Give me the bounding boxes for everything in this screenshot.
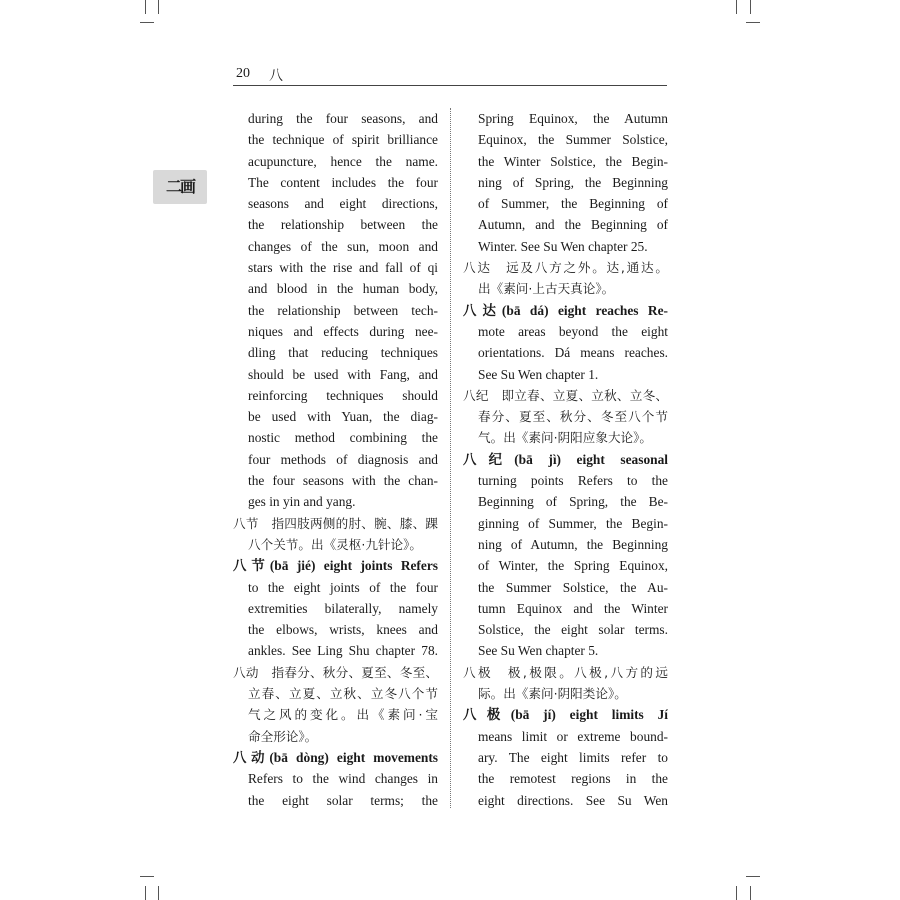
- text-line: mote areas beyond the eight: [478, 323, 668, 339]
- text-line: the elbows, wrists, knees and: [248, 622, 438, 638]
- text-line: the relationship between tech-: [248, 302, 438, 318]
- crop-mark: [736, 886, 737, 900]
- text-line: 春分、夏至、秋分、冬至八个节: [478, 409, 668, 425]
- text-line: the relationship between the: [248, 217, 438, 233]
- text-line: 八个关节。出《灵枢·九针论》。: [248, 536, 423, 552]
- text-line: means limit or extreme bound-: [478, 728, 668, 744]
- text-line: Beginning of Spring, the Be-: [478, 494, 668, 510]
- entry-headword-line: 八节 指四肢两侧的肘、腕、膝、踝: [233, 515, 438, 531]
- text-line: 际。出《素问·阴阳类论》。: [478, 686, 627, 702]
- text-line: ankles. See Ling Shu chapter 78.: [248, 643, 438, 659]
- text-line: be used with Yuan, the diag-: [248, 409, 438, 425]
- text-line: the eight solar terms; the: [248, 792, 438, 808]
- text-line: turning points Refers to the: [478, 473, 668, 489]
- text-line: and blood in the human body,: [248, 281, 438, 297]
- text-line: reinforcing techniques should: [248, 387, 438, 403]
- text-line: Solstice, the eight solar terms.: [478, 622, 668, 638]
- chapter-thumb-tab: [153, 170, 207, 204]
- text-line: to the eight joints of the four: [248, 579, 438, 595]
- text-line: acupuncture, hence the name.: [248, 153, 438, 169]
- column-divider: [450, 108, 451, 808]
- text-line: 气之风的变化。出《素问·宝: [248, 707, 438, 723]
- text-line: Spring Equinox, the Autumn: [478, 111, 668, 126]
- text-line: the four seasons with the chan-: [248, 473, 438, 489]
- text-line: ginning of Summer, the Begin-: [478, 515, 668, 531]
- text-line: nostic method combining the: [248, 430, 438, 446]
- crop-mark: [746, 876, 760, 877]
- crop-mark: [140, 876, 154, 877]
- entry-headword-line: 八达(bā dá) eight reaches Re-: [463, 302, 668, 318]
- text-line: ning of Spring, the Beginning: [478, 174, 668, 190]
- text-line: 命全形论》。: [248, 728, 318, 744]
- crop-mark: [746, 22, 760, 23]
- chapter-thumb-label: 二画: [165, 177, 194, 196]
- text-line: 立春、立夏、立秋、立冬八个节: [248, 686, 438, 702]
- entry-headword-line: 八极(bā jí) eight limits Jí: [463, 707, 668, 723]
- crop-mark: [140, 22, 154, 23]
- text-line: ary. The eight limits refer to: [478, 749, 668, 765]
- crop-mark: [145, 0, 146, 14]
- text-line: dling that reducing techniques: [248, 345, 438, 361]
- text-line: seasons and eight directions,: [248, 196, 438, 212]
- text-line: the technique of spirit brilliance: [248, 132, 438, 148]
- text-line: Equinox, the Summer Solstice,: [478, 132, 668, 148]
- entry-headword-line: 八节(bā jié) eight joints Refers: [233, 558, 438, 574]
- crop-mark: [750, 886, 751, 900]
- text-line: Winter. See Su Wen chapter 25.: [478, 238, 648, 254]
- text-line: 出《素问·上古天真论》。: [478, 281, 615, 297]
- text-line: See Su Wen chapter 5.: [478, 643, 599, 659]
- entry-headword-line: 八极 极,极限。八极,八方的远: [463, 664, 668, 680]
- text-line: the remotest regions in the: [478, 771, 668, 787]
- text-line: extremities bilaterally, namely: [248, 600, 438, 616]
- text-line: the Summer Solstice, the Au-: [478, 579, 668, 595]
- text-line: Autumn, and the Beginning of: [478, 217, 668, 233]
- text-line: the Winter Solstice, the Begin-: [478, 153, 668, 169]
- crop-mark: [158, 0, 159, 14]
- section-title: 八: [269, 68, 283, 84]
- text-line: four methods of diagnosis and: [248, 451, 438, 467]
- text-line: 气。出《素问·阴阳应象大论》。: [478, 430, 653, 446]
- left-column: [233, 108, 438, 811]
- crop-mark: [736, 0, 737, 14]
- crop-mark: [750, 0, 751, 14]
- text-line: stars with the rise and fall of qi: [248, 260, 438, 276]
- text-line: See Su Wen chapter 1.: [478, 366, 599, 382]
- entry-headword-line: 八纪 即立春、立夏、立秋、立冬、: [463, 387, 668, 403]
- entry-headword-line: 八达 远及八方之外。达,通达。: [463, 260, 668, 276]
- text-line: tumn Equinox and the Winter: [478, 600, 668, 616]
- page-header: [233, 63, 667, 86]
- crop-mark: [158, 886, 159, 900]
- text-line: orientations. Dá means reaches.: [478, 345, 668, 361]
- text-line: during the four seasons, and: [248, 111, 438, 126]
- text-line: ges in yin and yang.: [248, 494, 356, 510]
- entry-headword-line: 八纪(bā jì) eight seasonal: [463, 451, 668, 467]
- text-line: ning of Autumn, the Beginning: [478, 536, 668, 552]
- text-line: changes of the sun, moon and: [248, 238, 438, 254]
- right-column: [463, 108, 668, 811]
- page-number: 20: [236, 66, 250, 81]
- entry-headword-line: 八动(bā dòng) eight movements: [233, 749, 438, 765]
- entry-headword-line: 八动 指春分、秋分、夏至、冬至、: [233, 664, 438, 680]
- text-line: eight directions. See Su Wen: [478, 792, 668, 808]
- text-line: should be used with Fang, and: [248, 366, 438, 382]
- crop-mark: [145, 886, 146, 900]
- text-line: The content includes the four: [248, 174, 438, 190]
- text-line: of Winter, the Spring Equinox,: [478, 558, 668, 574]
- text-line: niques and effects during nee-: [248, 323, 438, 339]
- text-line: Refers to the wind changes in: [248, 771, 438, 787]
- text-line: of Summer, the Beginning of: [478, 196, 668, 212]
